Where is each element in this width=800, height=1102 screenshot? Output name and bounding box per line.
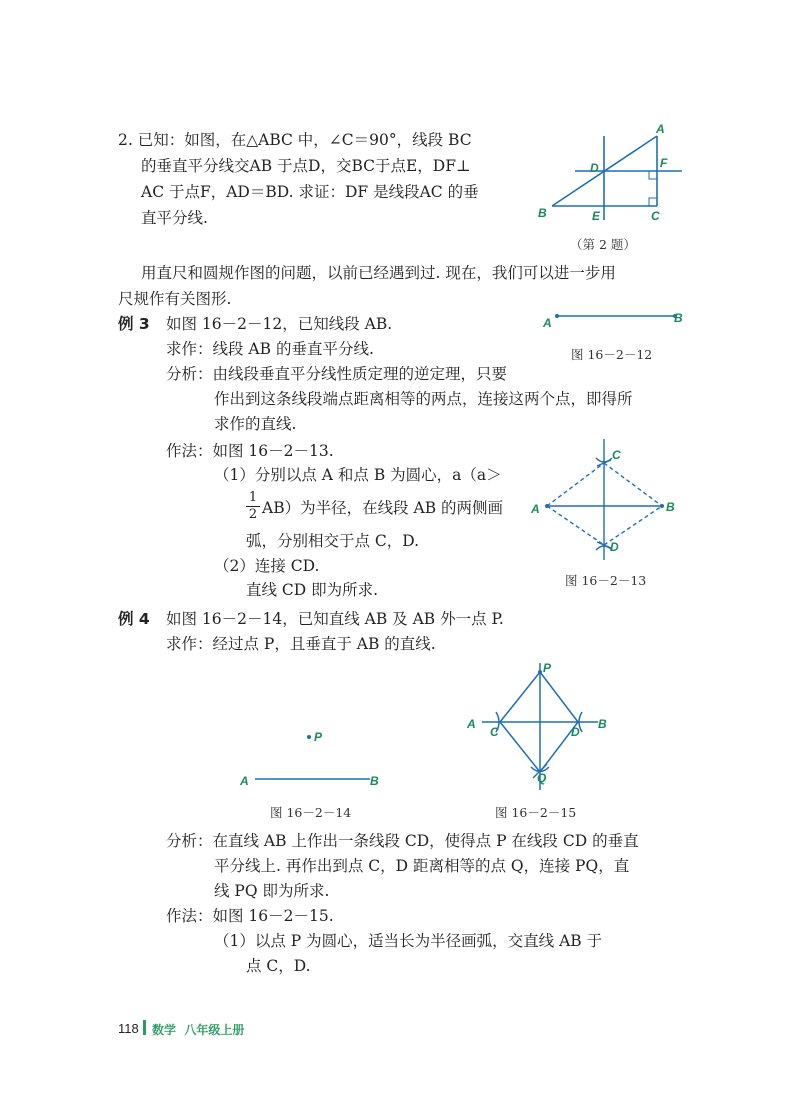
example3-statement: 如图 16－2－12，已知线段 AB.	[166, 315, 393, 333]
fraction-one-half	[246, 491, 260, 522]
figure-16-2-12	[540, 305, 690, 335]
fig2-label-d: D	[590, 161, 599, 175]
example3-step2: （2）连接 CD.	[214, 557, 320, 575]
example3-tag: 例 3	[118, 315, 150, 333]
problem2-line-1: 2. 已知：如图，在△ABC 中，∠C＝90°，线段 BC	[118, 131, 472, 149]
problem2-caption: （第 2 题）	[570, 237, 636, 252]
fig12-label-a: A	[543, 316, 552, 330]
fig14-label-a: A	[240, 774, 249, 788]
fig2-label-f: F	[660, 156, 668, 170]
example4-analysis-3: 线 PQ 即为所求.	[214, 882, 330, 900]
intro-line-1: 用直尺和圆规作图的问题，以前已经遇到过. 现在，我们可以进一步用	[141, 264, 616, 282]
fig13-label-b: B	[666, 500, 675, 514]
fraction-denominator: 2	[248, 507, 258, 522]
footer-book: 八年级上册	[184, 1023, 245, 1037]
example3-method-title: 作法：如图 16－2－13.	[166, 442, 334, 460]
example3-analysis-1: 分析：由线段垂直平分线性质定理的逆定理，只要	[166, 365, 508, 383]
example3-step1-a: （1）分别以点 A 和点 B 为圆心，a（a＞	[214, 466, 502, 484]
fig13-label-c: C	[612, 448, 621, 462]
fig13-label-a: A	[531, 502, 540, 516]
problem2-line-3: AC 于点F，AD＝BD. 求证：DF 是线段AC 的垂	[141, 183, 479, 201]
footer-divider	[143, 1020, 146, 1035]
problem2-figure	[530, 120, 690, 230]
fig15-label-p: P	[543, 661, 552, 675]
example4-method-title: 作法：如图 16－2－15.	[166, 907, 334, 925]
fig13-label-d: D	[610, 540, 619, 554]
example3-step1-b: AB）为半径，在线段 AB 的两侧画	[262, 499, 504, 517]
example3-analysis-2: 作出到这条线段端点距离相等的两点，连接这两个点，即得所	[214, 390, 633, 408]
fig15-label-a: A	[467, 717, 476, 731]
fig12-label-b: B	[674, 311, 683, 325]
example4-step1-1: （1）以点 P 为圆心，适当长为半径画弧，交直线 AB 于	[214, 932, 603, 950]
example4-analysis-2: 平分线上. 再作出到点 C，D 距离相等的点 Q，连接 PQ，直	[214, 857, 630, 875]
example4-step1-2: 点 C，D.	[246, 957, 311, 975]
fig2-label-a: A	[656, 122, 665, 136]
example3-conclusion: 直线 CD 即为所求.	[246, 581, 379, 599]
fig15-label-q: Q	[537, 771, 547, 785]
figure-16-2-13-caption: 图 16－2－13	[565, 573, 647, 588]
figure-16-2-13	[530, 435, 690, 565]
footer-book-title	[152, 1021, 244, 1038]
footer-subject: 数学	[152, 1023, 177, 1037]
fig14-label-b: B	[370, 774, 379, 788]
fig15-label-c: C	[490, 725, 499, 739]
fig15-label-b: B	[598, 717, 607, 731]
figure-16-2-12-caption: 图 16－2－12	[571, 347, 653, 362]
intro-line-2: 尺规作有关图形.	[118, 290, 232, 308]
example3-analysis-3: 求作的直线.	[214, 415, 297, 433]
example3-construct: 求作：线段 AB 的垂直平分线.	[166, 340, 374, 358]
fig2-label-c: C	[651, 209, 660, 223]
example4-analysis-1: 分析：在直线 AB 上作出一条线段 CD，使得点 P 在线段 CD 的垂直	[166, 832, 639, 850]
problem2-line-2: 的垂直平分线交AB 于点D，交BC于点E，DF⊥	[141, 157, 471, 175]
fig15-label-d: D	[571, 725, 580, 739]
fig2-label-e: E	[592, 209, 601, 223]
example4-construct: 求作：经过点 P，且垂直于 AB 的直线.	[166, 635, 436, 653]
example4-tag: 例 4	[118, 610, 150, 628]
figure-16-2-14	[230, 725, 400, 795]
example3-step1-c: 弧，分别相交于点 C，D.	[246, 532, 420, 550]
figure-16-2-15-caption: 图 16－2－15	[495, 805, 577, 820]
figure-16-2-15	[460, 660, 620, 795]
fig2-label-b: B	[538, 206, 547, 220]
page-number: 118	[118, 1021, 139, 1036]
example4-statement: 如图 16－2－14，已知直线 AB 及 AB 外一点 P.	[166, 610, 504, 628]
figure-16-2-14-caption: 图 16－2－14	[270, 805, 352, 820]
fraction-numerator: 1	[248, 490, 258, 505]
fig14-label-p: P	[314, 730, 323, 744]
problem2-line-4: 直平分线.	[141, 209, 208, 227]
